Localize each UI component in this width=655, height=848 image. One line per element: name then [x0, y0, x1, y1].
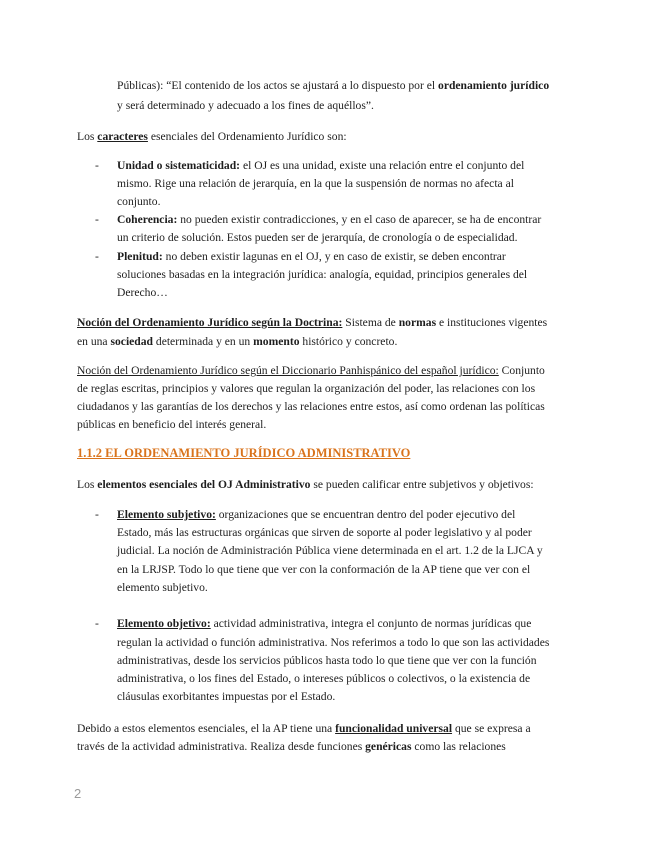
objetivo-line-2: regulan la actividad o función administrativa. Nos referimos a todo lo que son las actividades — [117, 636, 550, 649]
bullet-dash: - — [95, 213, 99, 226]
unidad-line-3: conjunto. — [117, 195, 161, 208]
unidad-line-1: Unidad o sistematicidad: el OJ es una unidad, existe una relación entre el conjunto del — [117, 159, 525, 172]
nocion-diccionario-line-4: públicas en beneficio del interés general. — [77, 418, 267, 431]
objetivo-line-4: administrativa, o los fines del Estado, o intereses públicos o colectivos, o la existencia de — [117, 672, 531, 685]
plenitud-line-3: Derecho… — [117, 286, 168, 299]
debido-line-1: Debido a estos elementos esenciales, el la AP tiene una funcionalidad universal que se expresa a — [77, 722, 531, 735]
debido-line-2: través de la actividad administrativa. Realiza desde funciones genéricas como las relaciones — [77, 740, 506, 753]
coherencia-line-2: un criterio de solución. Estos pueden ser de jerarquía, de cronología o de especialidad. — [117, 231, 518, 244]
objetivo-line-3: administrativas, desde los servicios públicos hasta todo lo que tiene que ver con la función — [117, 654, 537, 667]
nocion-doctrina-line-2: en una sociedad determinada y en un momento histórico y concreto. — [77, 335, 398, 348]
nocion-doctrina-line-1: Noción del Ordenamiento Jurídico según la Doctrina: Sistema de normas e instituciones vigentes — [77, 316, 548, 329]
bullet-dash: - — [95, 159, 99, 172]
objetivo-line-5: cláusulas exorbitantes impuestas por el Estado. — [117, 690, 336, 703]
coherencia-line-1: Coherencia: no pueden existir contradicciones, y en el caso de aparecer, se ha de encontrar — [117, 213, 542, 226]
quote-line-2: y será determinado y adecuado a los fines de aquéllos”. — [117, 99, 374, 112]
nocion-diccionario-line-2: de reglas escritas, principios y valores que regulan la organización del poder, las relaciones con los — [77, 382, 536, 395]
objetivo-line-1: Elemento objetivo: actividad administrativa, integra el conjunto de normas jurídicas que — [117, 617, 532, 630]
caracteres-intro: Los caracteres esenciales del Ordenamiento Jurídico son: — [77, 130, 347, 143]
bullet-dash: - — [95, 617, 99, 630]
plenitud-line-2: soluciones basadas en la integración jurídica: analogía, equidad, principios generales del — [117, 268, 528, 281]
plenitud-line-1: Plenitud: no deben existir lagunas en el OJ, y en caso de existir, se deben encontrar — [117, 250, 506, 263]
nocion-diccionario-line-3: ciudadanos y las garantías de los derechos y las relaciones entre estos, así como ordenan las políticas — [77, 400, 545, 413]
subjetivo-line-4: en la LRJSP. Todo lo que tiene que ver con la conformación de la AP tiene que ver con el — [117, 563, 531, 576]
subjetivo-line-5: elemento subjetivo. — [117, 581, 208, 594]
section-heading: 1.1.2 EL ORDENAMIENTO JURÍDICO ADMINISTRATIVO — [77, 446, 411, 460]
page-number: 2 — [74, 786, 82, 801]
subjetivo-line-2: Estado, más las estructuras orgánicas que sirven de soporte al poder legislativo y al poder — [117, 526, 532, 539]
subjetivo-line-1: Elemento subjetivo: organizaciones que se encuentran dentro del poder ejecutivo del — [117, 508, 516, 521]
nocion-diccionario-line-1: Noción del Ordenamiento Jurídico según el Diccionario Panhispánico del español jurídico: Conjunto — [77, 364, 545, 377]
elementos-intro: Los elementos esenciales del OJ Administrativo se pueden calificar entre subjetivos y objetivos: — [77, 478, 534, 491]
subjetivo-line-3: judicial. La noción de Administración Pública viene determinada en el art. 1.2 de la LJCA y — [117, 544, 543, 557]
bullet-dash: - — [95, 250, 99, 263]
unidad-line-2: mismo. Rige una relación de jerarquía, en la que la suspensión de normas no afecta al — [117, 177, 514, 190]
quote-line-1: Públicas): “El contenido de los actos se ajustará a lo dispuesto por el ordenamiento jurídico — [117, 79, 550, 92]
bullet-dash: - — [95, 508, 99, 521]
